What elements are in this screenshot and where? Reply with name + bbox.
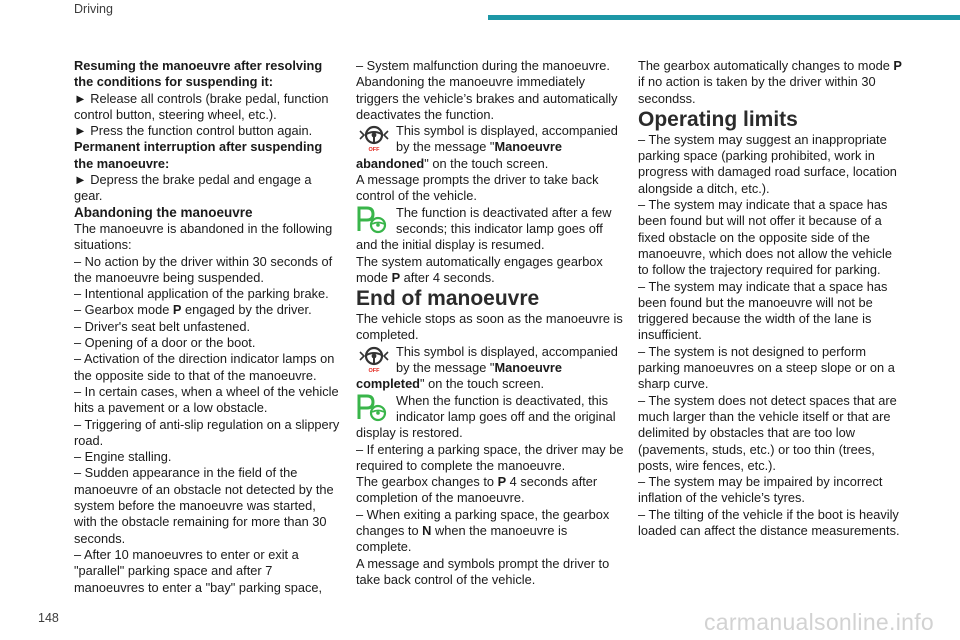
end-of-manoeuvre-heading: End of manoeuvre: [356, 287, 540, 311]
limit-item-4: – The system is not designed to perform parking manoeuvres on a steep slope or on a sharp curve.: [638, 343, 895, 392]
abandoned-symbol-block: OFF This symbol is displayed, accompanied by the message "Manoeuvre abandoned" on the touch screen.: [356, 123, 618, 171]
indicator-block-2: When the function is deactivated, this indicator lamp goes off and the original display is restored.: [356, 392, 616, 441]
park-assist-indicator-icon: [356, 393, 390, 423]
resume-step-1: ► Release all controls (brake pedal, function control button, steering wheel, etc.).: [74, 90, 329, 122]
completed-symbol-block: OFF This symbol is displayed, accompanied by the message "Manoeuvre completed" on the touch screen.: [356, 343, 618, 392]
abandon-intro: The manoeuvre is abandoned in the following situations:: [74, 220, 333, 253]
limit-item-3: – The system may indicate that a space has been found but the manoeuvre will not be triggered because the width of the lane is insufficient.: [638, 278, 888, 343]
permanent-interruption-step: ► Depress the brake pedal and engage a gear.: [74, 172, 312, 204]
abandon-effect-text: Abandoning the manoeuvre immediately triggers the vehicle’s brakes and automatically deactivates the function.: [356, 74, 618, 122]
watermark: carmanualsonline.info: [703, 609, 934, 635]
indicator-block-1: The function is deactivated after a few seconds; this indicator lamp goes off and the initial display is resumed.: [356, 204, 612, 253]
gearbox-p-text: The gearbox changes to P 4 seconds after completion of the manoeuvre.: [356, 474, 598, 506]
limit-item-7: – The tilting of the vehicle if the boot is heavily loaded can affect the distance measurements.: [638, 506, 900, 539]
page-number: 148: [38, 611, 59, 625]
column-2: [356, 58, 626, 588]
malfunction-item: – System malfunction during the manoeuvre.: [356, 58, 610, 73]
abandon-item-10: – Sudden appearance in the field of the manoeuvre of an obstacle not detected by the system before the manoeuvre was started, with the obstacle remaining for more than 30 seconds.: [74, 465, 334, 546]
abandon-item-4: – Driver's seat belt unfastened.: [74, 318, 251, 334]
limit-item-6: – The system may be impaired by incorrect inflation of the vehicle’s tyres.: [638, 474, 883, 506]
operating-limits-heading: Operating limits: [638, 107, 798, 131]
abandon-item-1: – No action by the driver within 30 seconds of the manoeuvre being suspended.: [74, 253, 333, 285]
resume-step-2: ► Press the function control button again.: [74, 123, 313, 139]
take-control-message: A message prompts the driver to take back control of the vehicle.: [356, 172, 599, 204]
column-1: [74, 58, 340, 596]
column-3: [638, 58, 906, 539]
auto-gearbox-text: The system automatically engages gearbox mode P after 4 seconds.: [356, 253, 603, 285]
off-label: OFF: [368, 367, 380, 374]
exiting-space-item: – When exiting a parking space, the gearbox changes to N when the manoeuvre is complete.: [356, 506, 610, 555]
abandon-item-8: – Triggering of anti-slip regulation on a slippery road.: [74, 416, 340, 448]
resume-heading: Resuming the manoeuvre after resolving the conditions for suspending it:: [74, 58, 323, 90]
abandon-item-2: – Intentional application of the parking brake.: [74, 286, 329, 302]
limit-item-5: – The system does not detect spaces that are much larger than the vehicle itself or that are delimited by obstacles that are too low (pavements, studs, etc.) or too thin (trees, posts, wire fences, etc.).: [638, 392, 897, 473]
take-back-control-text: A message and symbols prompt the driver to take back control of the vehicle.: [356, 555, 610, 587]
limit-item-1: – The system may suggest an inappropriate parking space (parking prohibited, work in progress with damaged road surface, location alongside a ditch, etc.).: [638, 131, 897, 196]
header-section-title: Driving: [74, 2, 113, 16]
abandon-item-3: – Gearbox mode P engaged by the driver.: [74, 302, 312, 318]
abandon-item-7: – In certain cases, when a wheel of the vehicle hits a pavement or a low obstacle.: [74, 383, 339, 416]
off-label: OFF: [368, 147, 380, 154]
entering-space-item: – If entering a parking space, the driver may be required to complete the manoeuvre.: [356, 441, 624, 473]
abandon-item-6: – Activation of the direction indicator lamps on the opposite side to that of the manoeuvre.: [74, 351, 335, 383]
steering-off-icon: [356, 123, 392, 153]
abandon-heading: Abandoning the manoeuvre: [74, 204, 253, 220]
steering-off-icon: [356, 344, 392, 374]
abandon-item-9: – Engine stalling.: [74, 449, 172, 465]
vehicle-stops-text: The vehicle stops as soon as the manoeuvre is completed.: [356, 311, 623, 343]
abandon-item-11: – After 10 manoeuvres to enter or exit a "parallel" parking space and after 7 manoeuvres to enter a "bay" parking space,: [74, 546, 323, 595]
auto-mode-p-text: The gearbox automatically changes to mode P if no action is taken by the driver within 30 secondss.: [638, 58, 902, 106]
abandon-item-5: – Opening of a door or the boot.: [74, 335, 256, 351]
permanent-interruption-heading: Permanent interruption after suspending the manoeuvre:: [74, 139, 323, 171]
header-accent-bar: [488, 15, 960, 20]
limit-item-2: – The system may indicate that a space has been found but will not offer it because of a fixed obstacle on the opposite side of the manoeuvre, which does not allow the vehicle to follow the trajectory required for parking.: [638, 197, 892, 278]
park-assist-indicator-icon: [356, 205, 390, 235]
